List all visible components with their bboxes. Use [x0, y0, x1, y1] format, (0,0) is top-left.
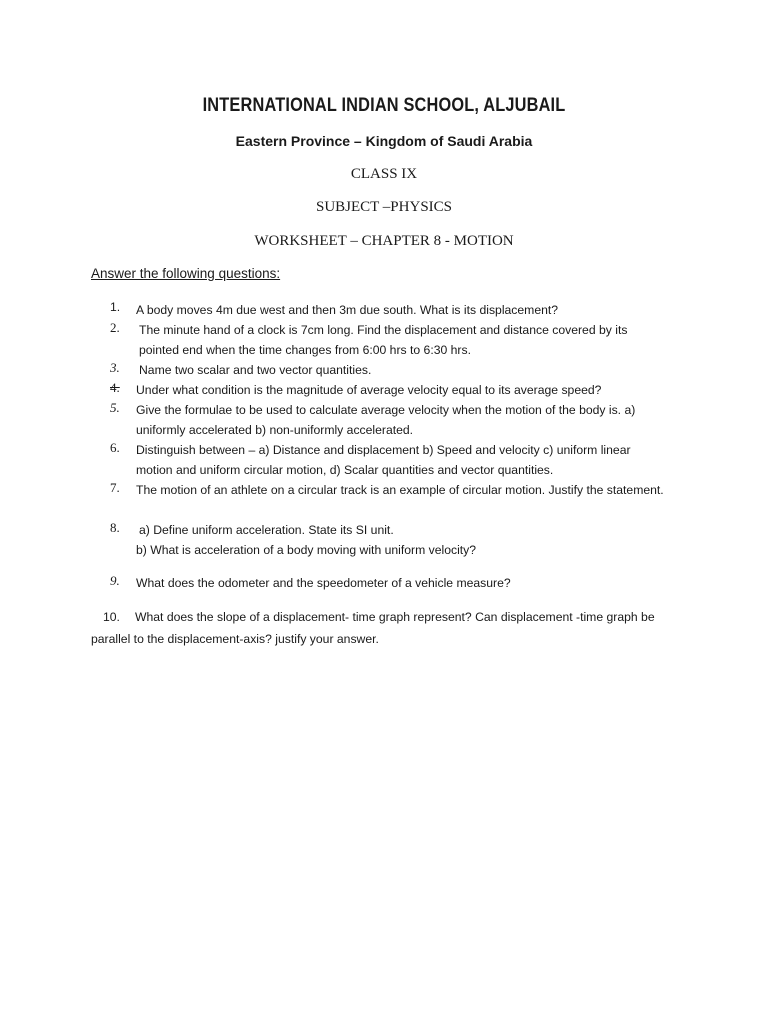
question-text: The motion of an athlete on a circular track is an example of circular motion. Justify the statement.	[136, 483, 664, 497]
question-text: A body moves 4m due west and then 3m due south. What is its displacement?	[136, 303, 559, 317]
worksheet-line: WORKSHEET – CHAPTER 8 - MOTION	[254, 233, 514, 249]
instructions-heading: Answer the following questions:	[91, 266, 281, 281]
question-text: Under what condition is the magnitude of average velocity equal to its average speed?	[136, 383, 602, 397]
question-text: Name two scalar and two vector quantities.	[139, 363, 372, 377]
question-10	[91, 606, 691, 650]
question-number: 9.	[110, 573, 120, 588]
question-number: 7.	[110, 480, 120, 495]
question-text: What does the odometer and the speedometer of a vehicle measure?	[136, 576, 511, 590]
question-number: 1.	[110, 300, 121, 314]
question-text-part-b: b) What is acceleration of a body moving with uniform velocity?	[136, 543, 477, 557]
subject-line: SUBJECT –PHYSICS	[315, 199, 453, 215]
question-number: 2.	[110, 320, 120, 335]
question-text: Distinguish between – a) Distance and displacement b) Speed and velocity c) uniform linear motion and uniform circular motion, d) Scalar quantities and vector quantities.	[136, 443, 631, 477]
question-text: The minute hand of a clock is 7cm long. Find the displacement and distance covered by its pointed end when the time changes from 6:00 hrs to 6:30 hrs.	[139, 323, 628, 357]
question-number: 5.	[110, 400, 120, 415]
question-text: Give the formulae to be used to calculate average velocity when the motion of the body is. a) uniformly accelerated b) non-uniformly accelerated.	[136, 403, 636, 437]
question-number: 3.	[110, 360, 120, 375]
question-text: What does the slope of a displacement- time graph represent? Can displacement -time graph be parallel to the displacement-axis? justify your answer.	[91, 610, 655, 646]
question-number: 8.	[110, 520, 120, 535]
question-number: 6.	[110, 440, 120, 455]
question-number: 10.	[103, 610, 120, 624]
question-text: a) Define uniform acceleration. State its SI unit.	[139, 523, 394, 537]
class-line: CLASS IX	[350, 166, 418, 182]
region-line: Eastern Province – Kingdom of Saudi Arabia	[235, 133, 533, 149]
school-title: INTERNATIONAL INDIAN SCHOOL, ALJUBAIL	[202, 95, 566, 116]
question-number: 4.	[110, 380, 120, 395]
